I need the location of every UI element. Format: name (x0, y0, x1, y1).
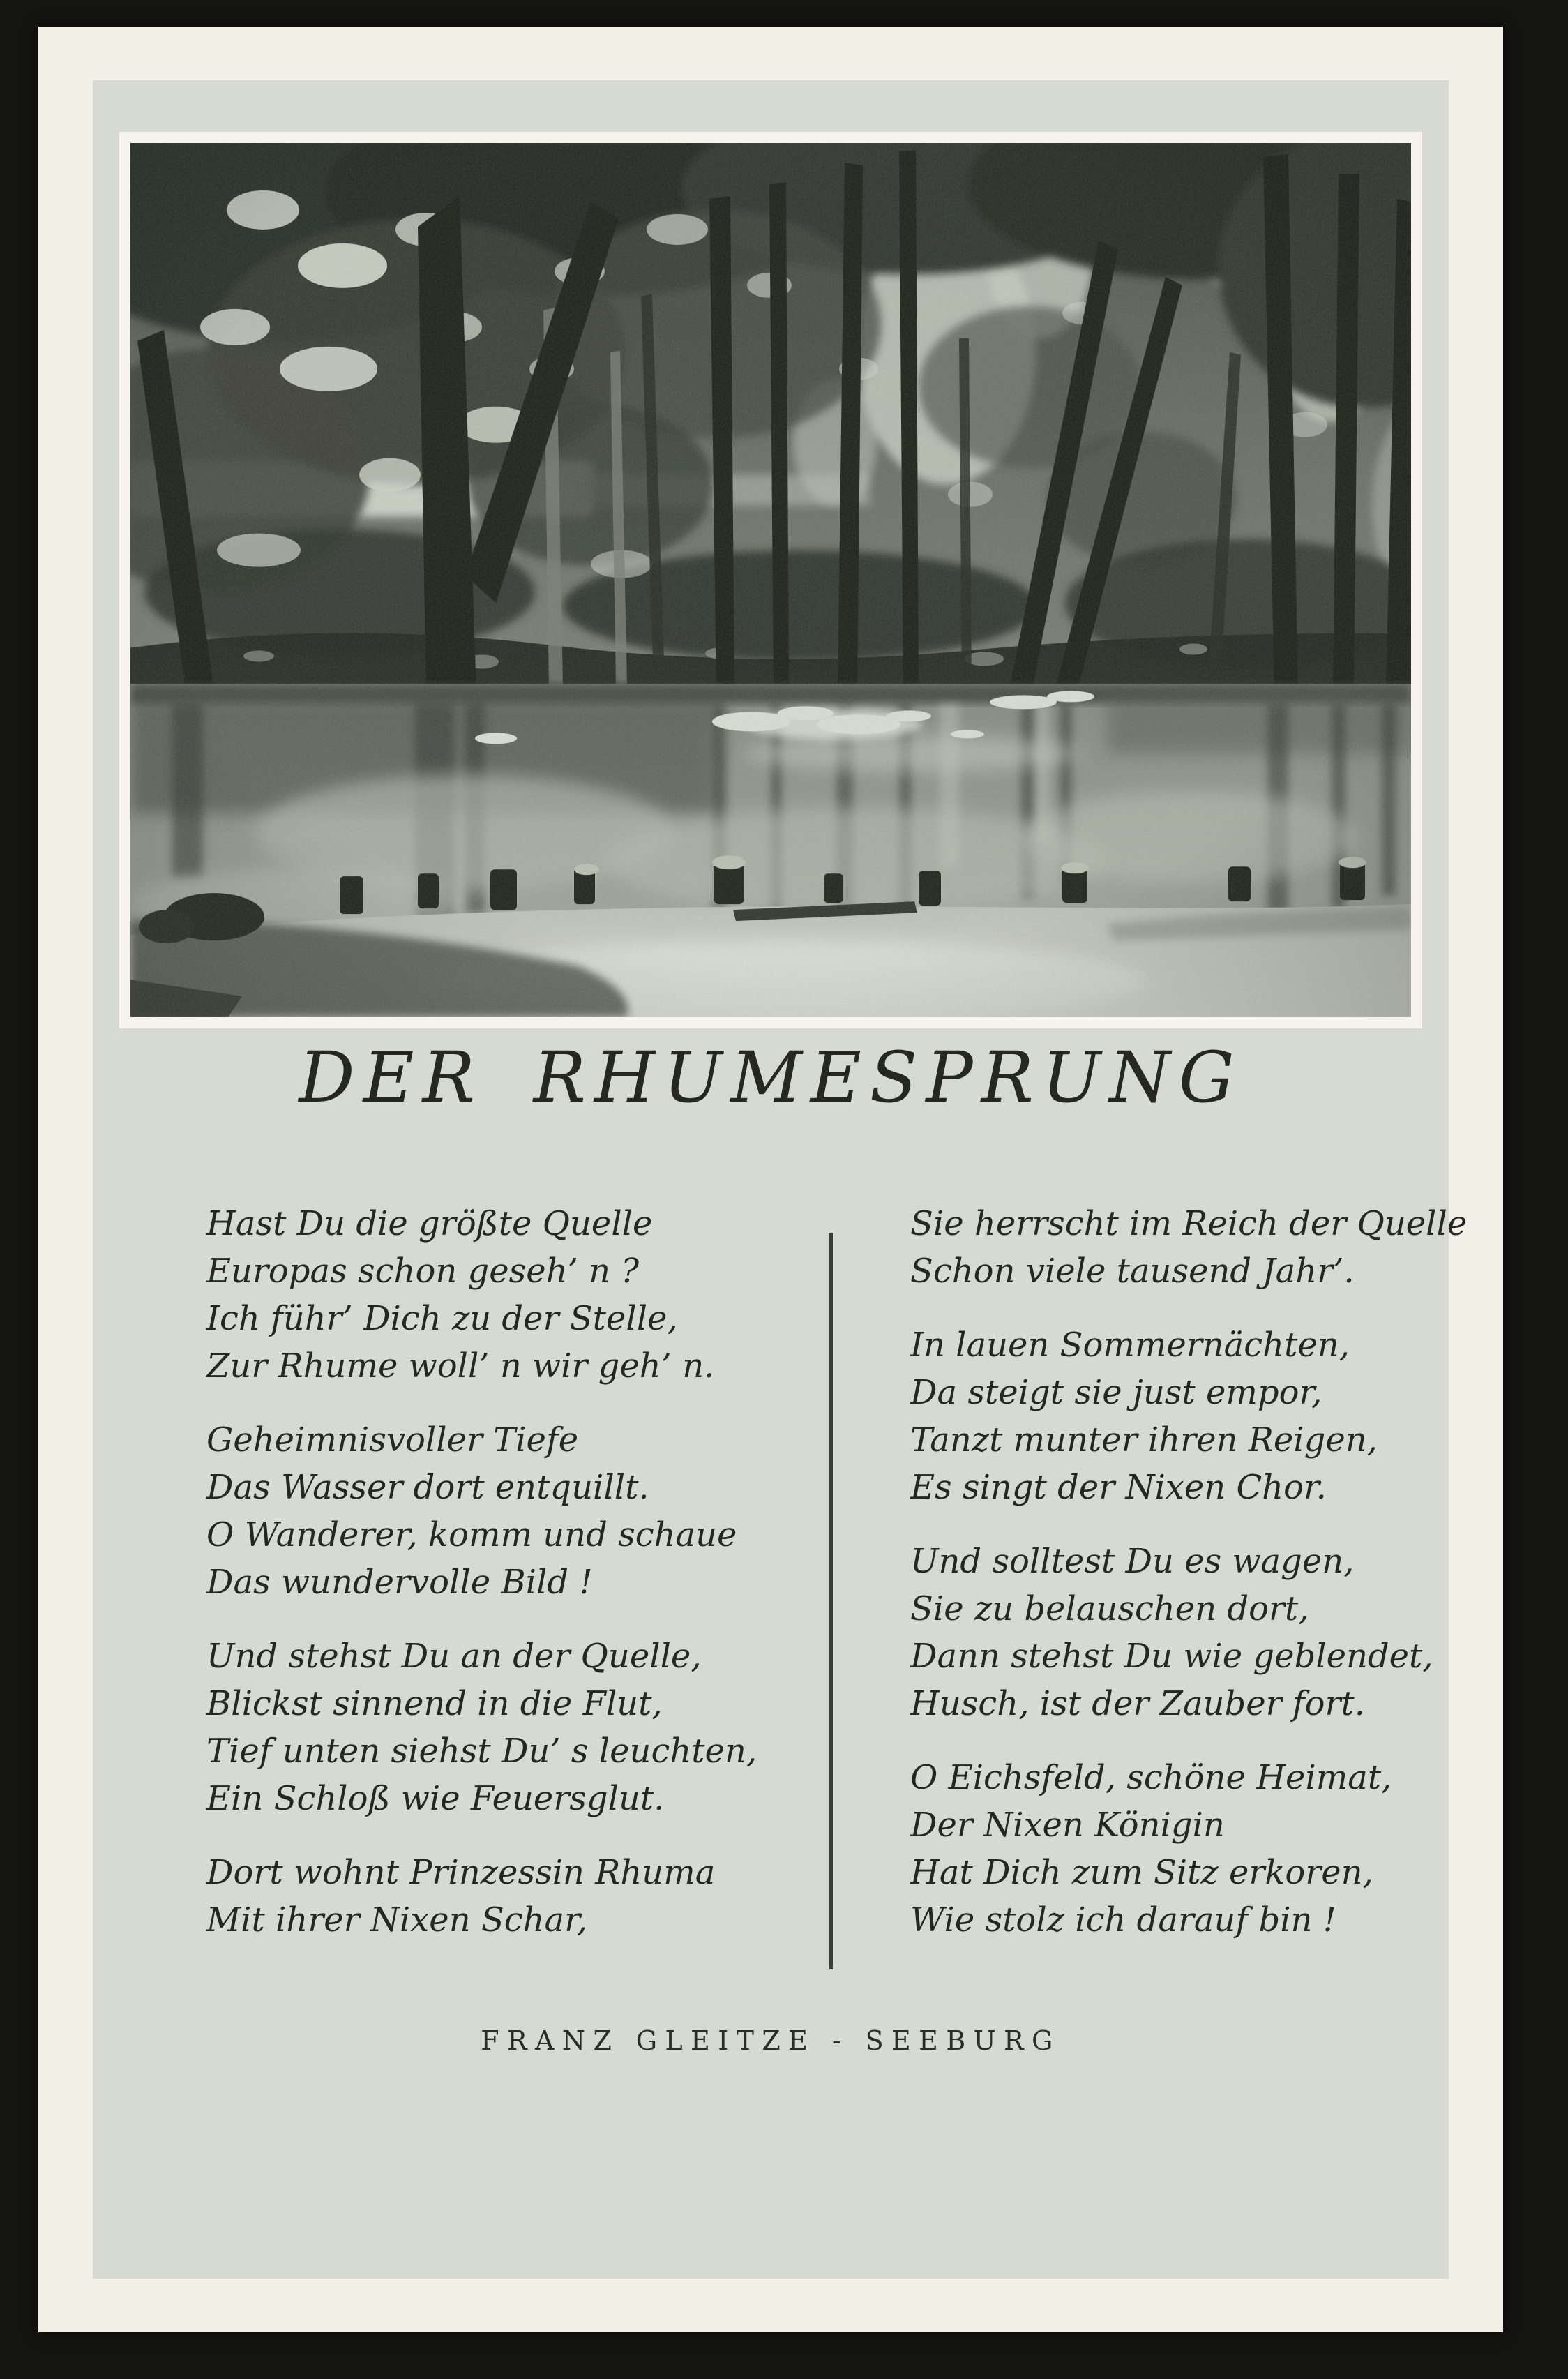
poem-line: Das wundervolle Bild ! (206, 1563, 593, 1602)
poem-line: Tief unten siehst Du’ s leuchten, (206, 1732, 757, 1771)
poem-line: Tanzt munter ihren Reigen, (910, 1420, 1378, 1459)
poem-line: Dann stehst Du wie geblendet, (910, 1637, 1433, 1676)
poem-left-column (206, 1200, 757, 1970)
poem-line: Europas schon geseh’ n ? (206, 1252, 640, 1291)
poem-line: Und stehst Du an der Quelle, (206, 1637, 702, 1676)
stanza (206, 1200, 757, 1390)
poem-line: Und solltest Du es wagen, (910, 1542, 1355, 1581)
stanza (206, 1633, 757, 1822)
poem-line: Sie herrscht im Reich der Quelle (910, 1204, 1468, 1243)
poem-line: Zur Rhume woll’ n wir geh’ n. (206, 1346, 715, 1386)
stanza (206, 1849, 757, 1944)
poem-line: O Wanderer, komm und schaue (206, 1515, 737, 1554)
stanza (910, 1754, 1467, 1944)
poem-line: Es singt der Nixen Chor. (910, 1468, 1327, 1507)
stanza (910, 1538, 1467, 1727)
poem-line: Husch, ist der Zauber fort. (910, 1684, 1365, 1723)
photo-frame (119, 132, 1422, 1028)
poem-right-column (910, 1200, 1467, 1970)
poem-line: Ich führ’ Dich zu der Stelle, (206, 1299, 678, 1338)
pond-photograph (130, 143, 1411, 1017)
poem-line: Geheimnisvoller Tiefe (206, 1420, 579, 1459)
attribution: FRANZ GLEITZE - SEEBURG (481, 2025, 1061, 2056)
poem-line: Das Wasser dort entquillt. (206, 1468, 649, 1507)
poem-line: Mit ihrer Nixen Schar, (206, 1900, 588, 1939)
column-divider (829, 1233, 833, 1969)
postcard-title: DER RHUMESPRUNG (299, 1037, 1243, 1118)
poem-line: Hat Dich zum Sitz erkoren, (910, 1853, 1373, 1892)
stanza (910, 1321, 1467, 1511)
poem-line: Wie stolz ich darauf bin ! (910, 1900, 1337, 1939)
postcard (38, 27, 1503, 2332)
poem-line: O Eichsfeld, schöne Heimat, (910, 1758, 1392, 1797)
poem-line: In lauen Sommernächten, (910, 1326, 1350, 1365)
poem-line: Blickst sinnend in die Flut, (206, 1684, 663, 1723)
stanza (910, 1200, 1467, 1295)
poem-line: Dort wohnt Prinzessin Rhuma (206, 1853, 716, 1892)
poem-line: Hast Du die größte Quelle (206, 1204, 653, 1243)
poem-line: Der Nixen Königin (910, 1806, 1225, 1845)
poem-line: Da steigt sie just empor, (910, 1373, 1322, 1412)
stanza (206, 1416, 757, 1606)
poem-line: Sie zu belauschen dort, (910, 1589, 1309, 1628)
poem-line: Schon viele tausend Jahr’. (910, 1252, 1355, 1291)
inner-panel (93, 80, 1468, 2279)
poem-line: Ein Schloß wie Feuersglut. (206, 1779, 665, 1818)
